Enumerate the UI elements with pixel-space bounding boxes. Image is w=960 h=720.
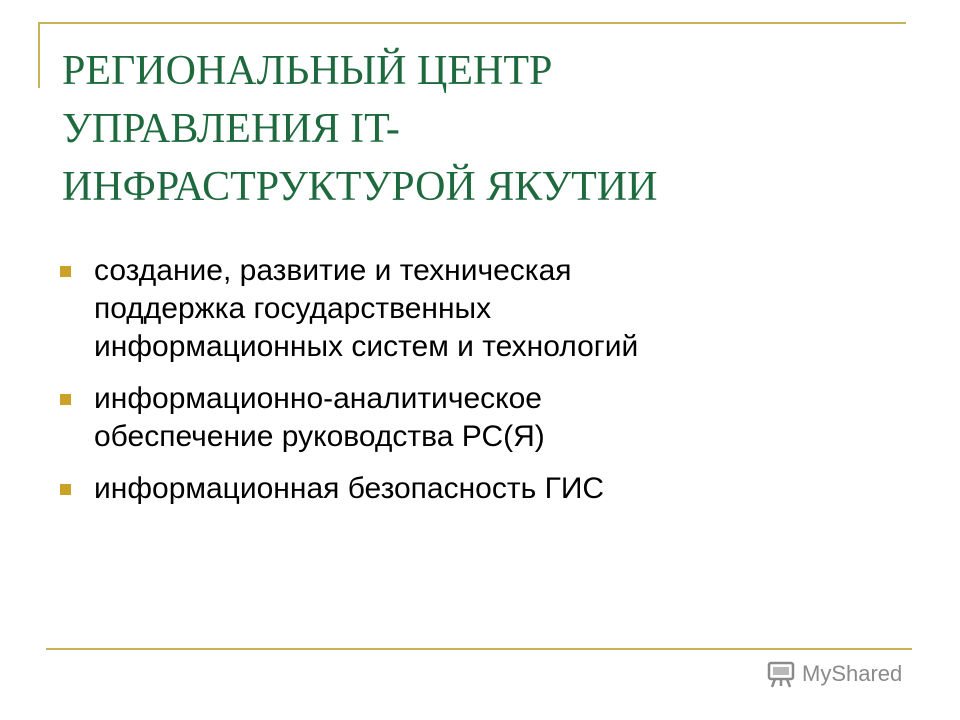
bullet-text — [94, 470, 860, 508]
slide-title — [62, 42, 902, 216]
bullet-line: информационная безопасность ГИС — [94, 472, 605, 505]
top-divider — [40, 22, 906, 24]
bottom-divider — [46, 648, 912, 650]
bullet-line: создание, развитие и техническая — [94, 254, 572, 287]
bullet-item — [60, 252, 860, 366]
watermark-text: MyShared — [802, 661, 903, 686]
bullet-item — [60, 470, 860, 508]
square-bullet-icon — [60, 484, 71, 495]
bullet-line: информационных систем и технологий — [94, 330, 639, 363]
bullet-line: обеспечение руководства РС(Я) — [94, 420, 545, 453]
bullet-item — [60, 380, 860, 456]
watermark-logo — [766, 656, 902, 692]
bullet-line: информационно-аналитическое — [94, 382, 542, 415]
title-line: УПРАВЛЕНИЯ IT- — [62, 106, 400, 152]
left-divider — [38, 22, 40, 88]
bullet-line: поддержка государственных — [94, 292, 492, 325]
bullet-list — [60, 252, 860, 522]
square-bullet-icon — [60, 394, 71, 405]
bullet-text — [94, 252, 860, 366]
bullet-text — [94, 380, 860, 456]
presentation-board-icon — [766, 659, 796, 689]
title-line: ИНФРАСТРУКТУРОЙ ЯКУТИИ — [62, 164, 658, 210]
square-bullet-icon — [60, 266, 71, 277]
title-line: РЕГИОНАЛЬНЫЙ ЦЕНТР — [62, 48, 553, 94]
